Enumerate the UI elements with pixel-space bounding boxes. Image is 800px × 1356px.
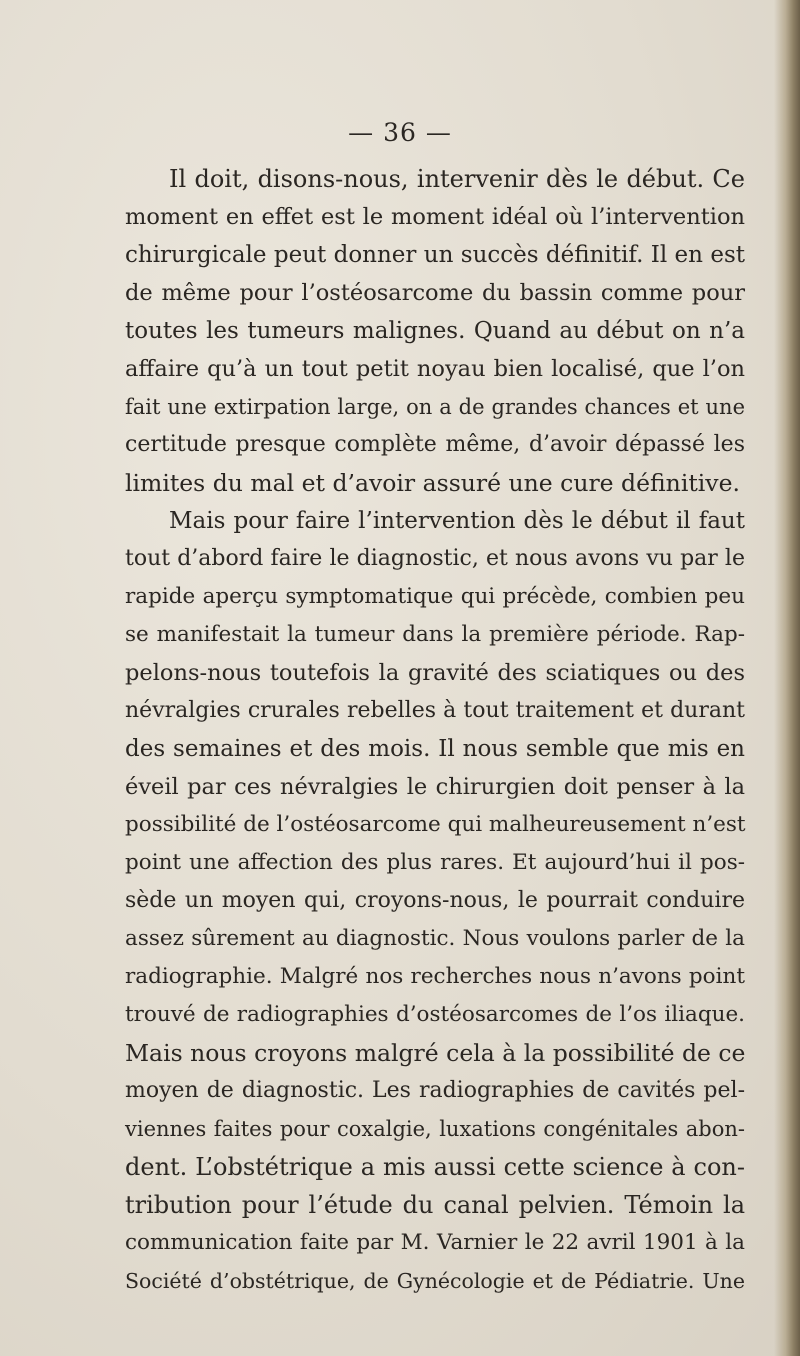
text-line: moyen de diagnostic. Les radiographies de cavités pel- [125, 1078, 745, 1103]
text-line: sède un moyen qui, croyons-nous, le pourrait conduire [125, 888, 745, 913]
text-line: limites du mal et d’avoir assuré une cure définitive. [125, 469, 740, 497]
text-line: fait une extirpation large, on a de grandes chances et une [125, 395, 745, 419]
text-line: des semaines et des mois. Il nous semble que mis en [125, 736, 745, 762]
text-line: Société d’obstétrique, de Gynécologie et de Pédiatrie. Une [125, 1269, 745, 1293]
text-line: radiographie. Malgré nos recherches nous n’avons point [125, 964, 745, 989]
text-line: dent. L’obstétrique a mis aussi cette science à con- [125, 1153, 745, 1181]
body-text [125, 160, 745, 1300]
text-line: Mais pour faire l’intervention dès le début il faut [169, 508, 745, 534]
text-line: trouvé de radiographies d’ostéosarcomes de l’os iliaque. [125, 1002, 745, 1027]
text-line: rapide aperçu symptomatique qui précède, combien peu [125, 584, 745, 609]
text-line: affaire qu’à un tout petit noyau bien localisé, que l’on [125, 356, 745, 382]
text-line: certitude presque complète même, d’avoir dépassé les [125, 432, 745, 457]
page-number: — 36 — [348, 118, 452, 147]
text-line: tout d’abord faire le diagnostic, et nous avons vu par le [125, 546, 745, 571]
text-line: névralgies crurales rebelles à tout traitement et durant [125, 698, 745, 723]
text-line: viennes faites pour coxalgie, luxations congénitales abon- [125, 1117, 745, 1141]
text-line: communication faite par M. Varnier le 22 avril 1901 à la [125, 1230, 745, 1255]
text-line: Mais nous croyons malgré cela à la possibilité de ce [125, 1039, 746, 1067]
text-line: se manifestait la tumeur dans la première période. Rap- [125, 622, 745, 647]
text-line: toutes les tumeurs malignes. Quand au début on n’a [125, 318, 745, 344]
text-line: tribution pour l’étude du canal pelvien. Témoin la [125, 1191, 745, 1219]
text-line: pelons-nous toutefois la gravité des sciatiques ou des [125, 660, 745, 686]
text-line: de même pour l’ostéosarcome du bassin comme pour [125, 280, 745, 306]
text-line: Il doit, disons-nous, intervenir dès le début. Ce [169, 165, 745, 193]
text-line: assez sûrement au diagnostic. Nous voulons parler de la [125, 926, 745, 951]
text-line: point une affection des plus rares. Et aujourd’hui il pos- [125, 850, 745, 875]
page-edge-shadow [774, 0, 800, 1356]
text-line: possibilité de l’ostéosarcome qui malheureusement n’est [125, 812, 746, 837]
text-line: chirurgicale peut donner un succès définitif. Il en est [125, 242, 745, 268]
text-line: moment en effet est le moment idéal où l’intervention [125, 204, 745, 230]
text-line: éveil par ces névralgies le chirurgien doit penser à la [125, 774, 745, 800]
